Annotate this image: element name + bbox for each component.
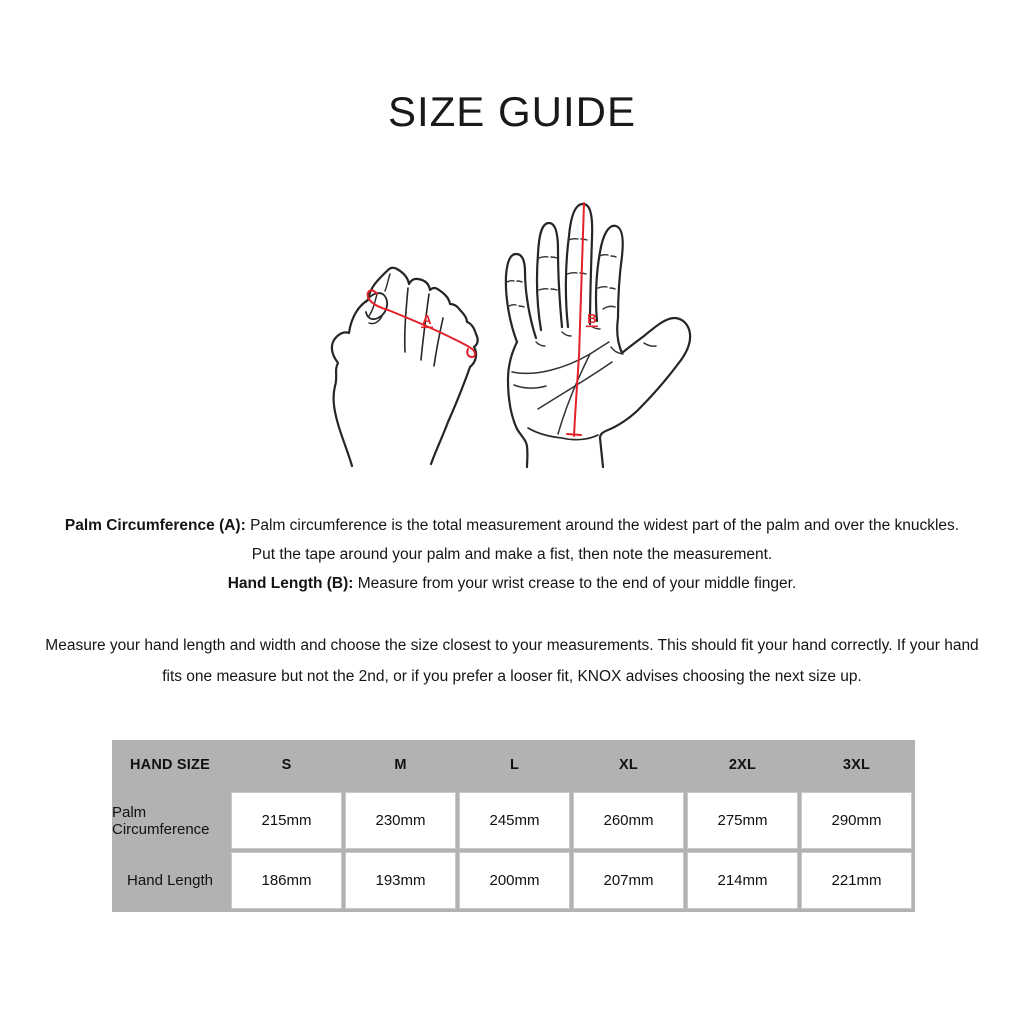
value-cell: 290mm [801,792,912,849]
value-cell: 230mm [345,792,456,849]
palm-circumference-lead: Palm Circumference (A): [64,517,246,534]
size-table [112,740,915,912]
header-cell-m: M [394,756,407,773]
fit-advice [0,630,1024,692]
header-cell-3xl: 3XL [842,756,871,773]
fist-outline [332,268,478,466]
value-cell: 200mm [459,852,570,909]
value-cell: 221mm [801,852,912,909]
value-cell: 214mm [687,852,798,909]
hand-length-text: Measure from your wrist crease to the end of your middle finger. [357,575,797,592]
header-cell-hand-size: HAND SIZE [130,756,210,773]
hand-length-lead: Hand Length (B): [227,575,354,592]
page-title: SIZE GUIDE [387,88,637,135]
palm-circumference-line [0,511,1024,540]
value-cell: 193mm [345,852,456,909]
value-cell: 245mm [459,792,570,849]
header-cell-xl: XL [619,756,638,773]
fit-advice-line1: Measure your hand length and width and choose the size closest to your measurements. This should fit your hand correctly. If your hand [45,637,979,654]
label-a: A [422,312,432,327]
palm-outline [506,204,690,467]
fist-illustration [330,260,482,470]
value-cell: 215mm [231,792,342,849]
palm-illustration [494,196,706,476]
label-b: B [587,311,597,326]
value-cell: 207mm [573,852,684,909]
value-cell: 275mm [687,792,798,849]
header-cell-2xl: 2XL [728,756,757,773]
label-b-underline [586,326,598,328]
value-cell: 186mm [231,852,342,909]
measurement-instructions [0,511,1024,598]
fit-advice-line2: fits one measure but not the 2nd, or if you prefer a looser fit, KNOX advises choosing the next size up. [162,668,862,685]
row-label-palm-circumference: Palm Circumference [112,803,210,838]
palm-circumference-text: Palm circumference is the total measurement around the widest part of the palm and over the knuckles. [250,517,960,534]
palm-circumference-line2: Put the tape around your palm and make a fist, then note the measurement. [251,546,773,563]
header-cell-s: S [281,756,292,773]
label-a-underline [421,327,433,329]
row-label-hand-length: Hand Length [127,872,213,889]
header-cell-l: L [509,756,520,773]
hand-length-line [0,569,1024,598]
value-cell: 260mm [573,792,684,849]
